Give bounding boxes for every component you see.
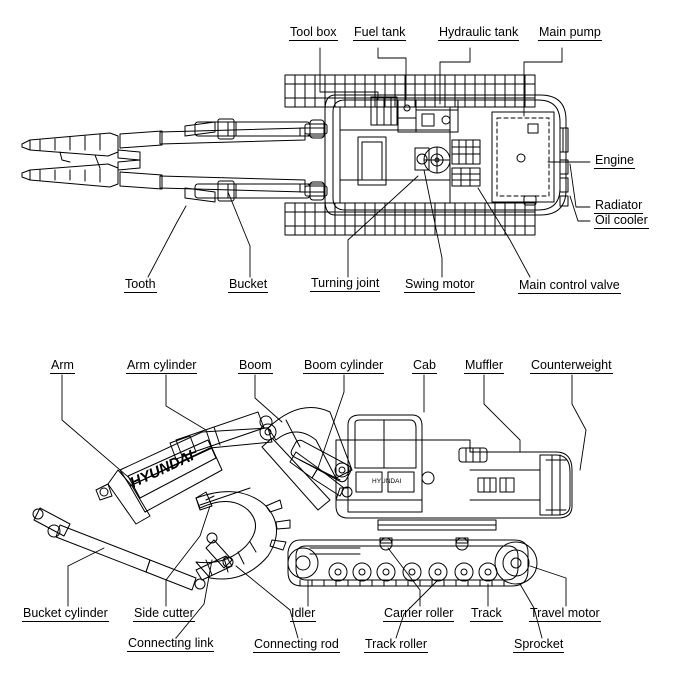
- label-tool-box: Tool box: [290, 25, 337, 39]
- label-swing-motor: Swing motor: [405, 277, 475, 291]
- label-connecting-rod: Connecting rod: [254, 637, 339, 651]
- label-track: Track: [471, 606, 502, 620]
- label-arm: Arm: [51, 358, 74, 372]
- label-radiator: Radiator: [595, 198, 643, 212]
- label-tooth: Tooth: [125, 277, 156, 291]
- label-sprocket: Sprocket: [514, 637, 564, 651]
- top-view-group: [22, 75, 568, 235]
- label-engine: Engine: [595, 153, 634, 167]
- brand-text: HYUNDAI: [127, 447, 197, 492]
- label-arm-cylinder: Arm cylinder: [127, 358, 197, 372]
- label-bucket: Bucket: [229, 277, 268, 291]
- label-cab: Cab: [413, 358, 436, 372]
- label-oil-cooler: Oil cooler: [595, 213, 648, 227]
- label-fuel-tank: Fuel tank: [354, 25, 406, 39]
- leader-lines-top: [148, 48, 590, 277]
- label-hydraulic-tank: Hydraulic tank: [439, 25, 519, 39]
- label-muffler: Muffler: [465, 358, 503, 372]
- leader-lines-side: [62, 375, 586, 638]
- label-travel-motor: Travel motor: [530, 606, 600, 620]
- label-bucket-cylinder: Bucket cylinder: [23, 606, 108, 620]
- label-connecting-link: Connecting link: [128, 636, 214, 650]
- label-idler: Idler: [291, 606, 316, 620]
- label-carrier-roller: Carrier roller: [384, 606, 454, 620]
- label-track-roller: Track roller: [365, 637, 428, 651]
- label-turning-joint: Turning joint: [311, 276, 380, 290]
- label-counterweight: Counterweight: [531, 358, 612, 372]
- label-side-cutter: Side cutter: [134, 606, 194, 620]
- label-main-pump: Main pump: [539, 25, 601, 39]
- label-boom-cylinder: Boom cylinder: [304, 358, 384, 372]
- label-boom: Boom: [239, 358, 272, 372]
- side-view-group: [33, 408, 572, 590]
- label-main-control-valve: Main control valve: [519, 278, 620, 292]
- cab-brand-text: HYUNDAI: [372, 478, 402, 485]
